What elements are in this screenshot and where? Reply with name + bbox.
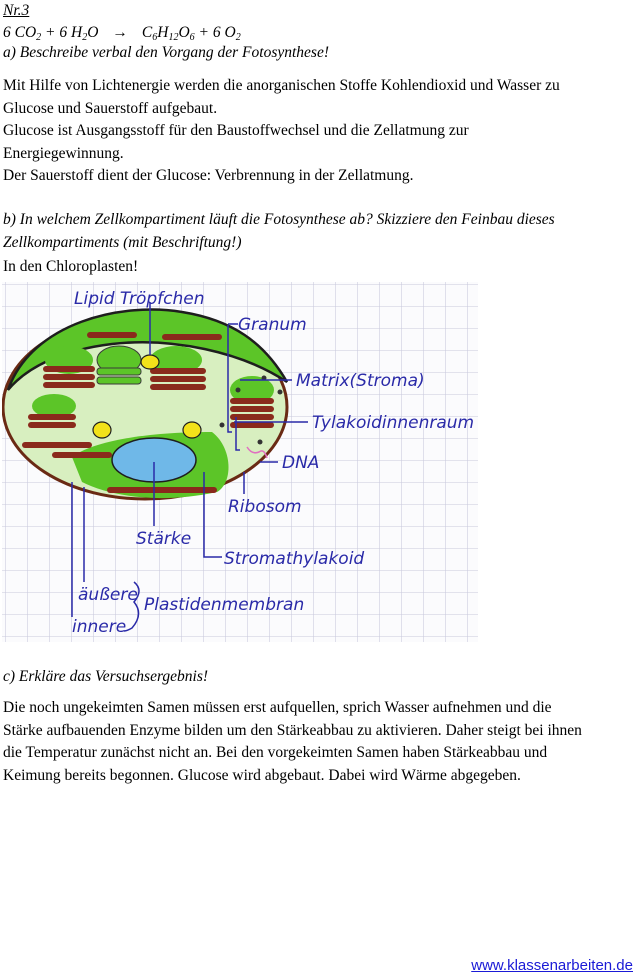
- label-ribosome: Ribosom: [228, 497, 302, 517]
- answer-a-line: Glucose und Sauerstoff aufgebaut.: [3, 99, 218, 117]
- label-stroma-thylakoid: Stromathylakoid: [224, 549, 365, 569]
- question-a: a) Beschreibe verbal den Vorgang der Fotosynthese!: [3, 44, 329, 61]
- lipid-droplet: [93, 422, 111, 438]
- answer-c-line: Stärke aufbauenden Enzyme bilden um den Stärkeabbau zu aktivieren. Daher steigt bei ihnen: [3, 721, 582, 739]
- chloroplast-drawing: [2, 282, 478, 642]
- label-outer-membrane: äußere: [78, 585, 138, 605]
- label-matrix-stroma: Matrix(Stroma): [296, 371, 425, 391]
- question-c: c) Erkläre das Versuchsergebnis!: [3, 668, 209, 685]
- footer-website-link[interactable]: www.klassenarbeiten.de: [471, 957, 633, 974]
- answer-c-line: Keimung bereits begonnen. Glucose wird abgebaut. Dabei wird Wärme abgegeben.: [3, 766, 521, 784]
- answer-c: [3, 697, 582, 787]
- label-plastid-membrane: Plastidenmembran: [144, 595, 305, 615]
- answer-a-line: Energiegewinnung.: [3, 144, 124, 162]
- question-b: b) In welchem Zellkompartiment läuft die Fotosynthese ab? Skizziere den Feinbau dieses Zellkompartiments (mit Beschriftung!): [3, 211, 555, 251]
- lipid-droplet: [141, 355, 159, 369]
- lipid-droplet: [183, 422, 201, 438]
- answer-a-line: Mit Hilfe von Lichtenergie werden die anorganischen Stoffe Kohlendioxid und Wasser zu: [3, 77, 560, 94]
- label-dna: DNA: [282, 453, 320, 473]
- label-lipid-droplet: Lipid Tröpfchen: [74, 289, 205, 309]
- answer-a-line: Der Sauerstoff dient der Glucose: Verbrennung in der Zellatmung.: [3, 167, 414, 184]
- label-inner-membrane: innere: [72, 617, 127, 637]
- answer-a: [3, 75, 560, 188]
- label-thylakoid-space: Tylakoidinnenraum: [312, 413, 475, 433]
- answer-a-line: Glucose ist Ausgangsstoff für den Baustoffwechsel und die Zellatmung zur: [3, 122, 469, 139]
- exercise-title: Nr.3: [3, 2, 30, 19]
- answer-c-line: Die noch ungekeimten Samen müssen erst aufquellen, sprich Wasser aufnehmen und die: [3, 699, 552, 716]
- answer-c-line: die Temperatur zunächst nicht an. Bei den vorgekeimten Samen haben Stärkeabbau und: [3, 744, 548, 761]
- reaction-arrow-icon: →: [112, 24, 128, 41]
- answer-b: In den Chloroplasten!: [3, 258, 139, 275]
- photosynthesis-equation: [3, 24, 241, 42]
- label-granum: Granum: [238, 315, 307, 335]
- equation-products: $C_6H_{12}O_6 + 6$ $O_2$: [141, 24, 241, 43]
- equation-reactants: 6 $CO_2 + 6$ $H_2O$: [3, 24, 99, 43]
- label-starch: Stärke: [136, 529, 192, 549]
